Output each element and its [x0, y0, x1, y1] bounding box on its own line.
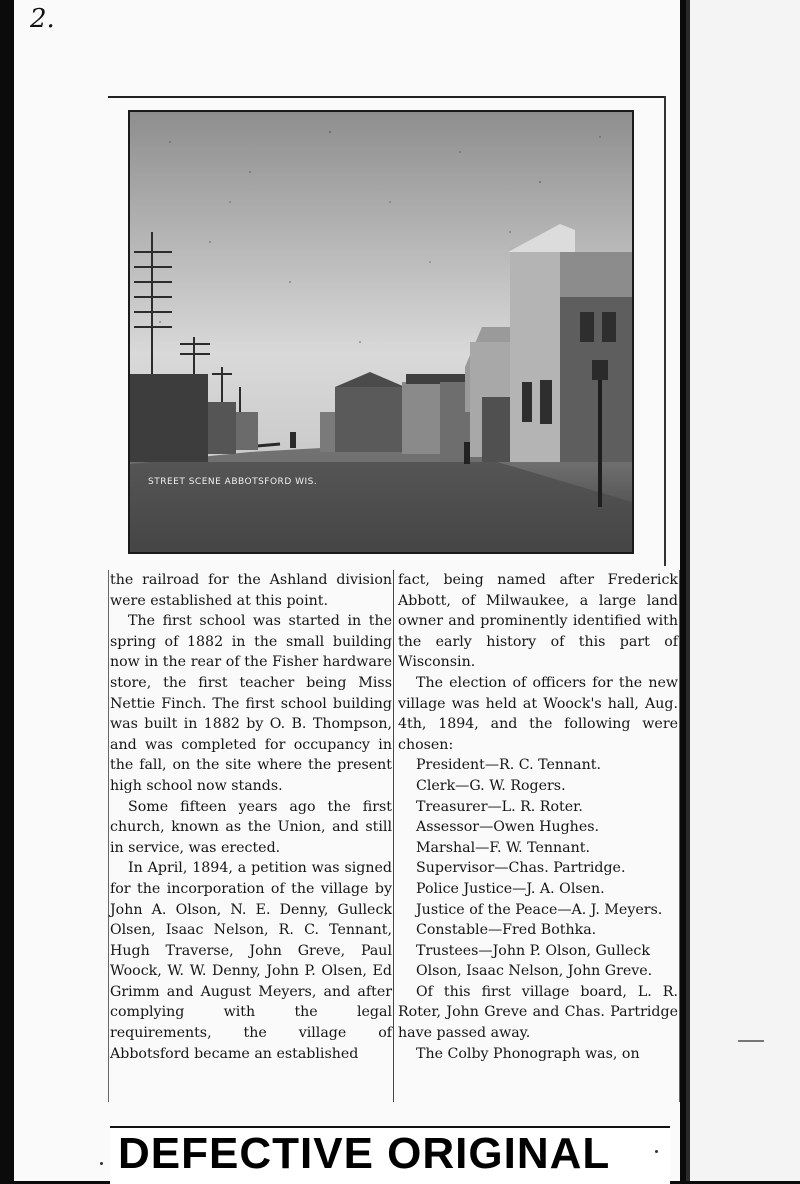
speck [100, 1162, 103, 1165]
street-scene-image [130, 112, 632, 552]
officer-assessor: Assessor—Owen Hughes. [416, 819, 600, 836]
officer-clerk: Clerk—G. W. Rogers. [416, 777, 566, 794]
margin-mark [738, 1040, 764, 1042]
officer-police-justice: Police Justice—J. A. Olsen. [416, 880, 605, 897]
top-rule [108, 96, 664, 98]
photo-caption: STREET SCENE ABBOTSFORD WIS. [148, 477, 318, 487]
officer-supervisor: Supervisor—Chas. Partridge. [416, 860, 626, 877]
left-paragraph-3: Some fifteen years ago the first church, known as the Union, and still in service, was erected. [110, 798, 392, 856]
officer-justice-of-peace: Justice of the Peace—A. J. Meyers. [416, 901, 663, 918]
speck [655, 1150, 658, 1153]
column-rule-right [679, 570, 680, 1102]
right-intro-paragraph: fact, being named after Frederick Abbott, of Milwaukee, a large land owner and prominently identified with the early history of this part of Wisconsin. [398, 572, 678, 671]
left-paragraph-2: The first school was started in the spring of 1882 in the small building now in the rear of the Fisher hardware store, the first teacher being Miss Nettie Finch. The first school building was built in 1882 by O. B. Thompson, and was completed for occupancy in the fall, on the site where the present high school now stands. [110, 613, 392, 794]
article-column-right [398, 570, 678, 1064]
officer-marshal: Marshal—F. W. Tennant. [416, 839, 590, 856]
column-rule-left [108, 570, 109, 1102]
column-divider [393, 570, 394, 1102]
defective-original-label: DEFECTIVE ORIGINAL [118, 1129, 611, 1178]
officer-president: President—R. C. Tennant. [416, 757, 601, 774]
street-scene-photo [128, 110, 634, 554]
page-number: 2. [30, 4, 55, 34]
continued-line: The Colby Phonograph was, on [416, 1045, 640, 1062]
left-paragraph-1: the railroad for the Ashland division were established at this point. [110, 572, 392, 609]
left-paragraph-4: In April, 1894, a petition was signed for the incorporation of the village by John A. Olson, N. E. Denny, Gulleck Olsen, Isaac Nelson, R. C. Tennant, Hugh Traverse, John Greve, Paul Woock, W. W. Denny, John P. Olsen, Ed Grimm and August Meyers, and after complying with the legal requirements, the village of Abbotsford became an established [110, 860, 392, 1062]
election-paragraph: The election of officers for the new village was held at Woock's hall, Aug. 4th, 1894, and the following were chosen: [398, 674, 678, 753]
officer-constable: Constable—Fred Bothka. [416, 922, 597, 939]
right-rule [664, 96, 666, 566]
closing-paragraph: Of this first village board, L. R. Roter, John Greve and Chas. Partridge have passed away. [398, 983, 678, 1042]
officer-treasurer: Treasurer—L. R. Roter. [416, 798, 583, 815]
page-edge [686, 0, 690, 1181]
adjacent-page-strip [686, 0, 800, 1181]
officer-trustees: Trustees—John P. Olson, Gulleck Olson, Isaac Nelson, John Greve. [416, 942, 653, 980]
article-column-left [110, 570, 392, 1064]
